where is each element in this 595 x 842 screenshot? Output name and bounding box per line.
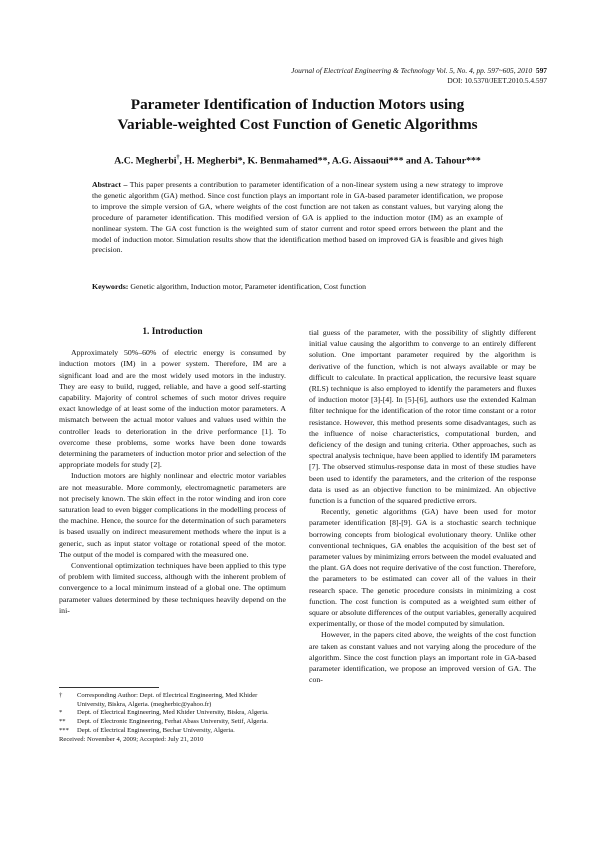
doi: DOI: 10.5370/JEET.2010.5.4.597	[447, 76, 547, 85]
section-heading: 1. Introduction	[142, 327, 203, 337]
journal-citation: Journal of Electrical Engineering & Technology Vol. 5, No. 4, pp. 597~605, 2010	[291, 66, 533, 75]
footnote	[59, 727, 286, 736]
paragraph: Approximately 50%–60% of electric energy is consumed by induction motors (IM) in a power system. Therefore, IM are a significant load and are the most widely used motors in the industry. They are easy to build, rugged, reliable, and have a good self-starting capability. Majority of control schemes of such motor drives require exact knowledge of at least some of the induction motor parameters. A mismatch between the actual motor values and values used within the controller leads to deterioration in the drive performance [1]. To overcome these problems, some works have been done towards determining the parameters of induction motor prior and selection of the appropriate models for study [2].	[59, 348, 286, 470]
page-number: 597	[535, 66, 547, 75]
title-line-1: Parameter Identification of Induction Motors using	[130, 96, 465, 113]
running-header	[291, 66, 547, 86]
paragraph: Conventional optimization techniques have been applied to this type of problem with limited success, although with the inherent problem of convergence to a local minimum instead of a global one. The optimum parameter values determined by these techniques heavily depend on the ini-	[59, 561, 286, 615]
abstract-text: This paper presents a contribution to parameter identification of a non-linear system using a new strategy to improve the genetic algorithm (GA) method. Since cost function plays an important role in GA-based parameter identification, we propose to improve the simple version of GA, where weights of the cost function are not taken as constant values, but varying along the procedure of parameter identification. This modified version of GA is applied to the induction motor (IM) as an example of nonlinear system. The GA cost function is the weighted sum of stator current and rotor speed errors between the plant and the model of induction motor. Simulation results show that the identification method based on improved GA is feasible and gives high precision.	[92, 180, 503, 255]
abstract	[92, 180, 503, 256]
footnote-text: Dept. of Electrical Engineering, Med Khider University, Biskra, Algeria.	[77, 709, 269, 717]
left-column	[59, 327, 286, 616]
footnote	[59, 692, 286, 709]
right-column	[309, 327, 536, 686]
corresponding-mark: †	[176, 155, 180, 161]
footnote-mark: *	[59, 709, 63, 717]
first-author: A.C. Megherbi	[114, 155, 177, 167]
footnote-text: Corresponding Author: Dept. of Electrical Engineering, Med Khider University, Biskra, Algeria. (megherbic@yahoo.fr)	[77, 692, 258, 708]
paragraph: However, in the papers cited above, the weights of the cost function are taken as constant values and not varying along the procedure of the algorithm. Since the cost function plays an important role in GA-based parameter identification, we propose an improved version of GA. The con-	[309, 630, 536, 685]
keywords-text: Genetic algorithm, Induction motor, Parameter identification, Cost function	[130, 282, 367, 291]
received-dates: Received: November 4, 2009; Accepted: July 21, 2010	[59, 735, 204, 743]
keywords	[92, 282, 503, 293]
title-line-2: Variable-weighted Cost Function of Genetic Algorithms	[117, 115, 478, 133]
footnote	[59, 709, 286, 718]
footnotes	[59, 692, 286, 744]
footnote-text: Dept. of Electronic Engineering, Ferhat Abass University, Setif, Algeria.	[77, 718, 268, 726]
footnote-mark: **	[59, 718, 66, 726]
footnote	[59, 718, 286, 727]
paragraph: Induction motors are highly nonlinear and electric motor variables are not measurable. More commonly, electromagnetic parameters are not precisely known. The skin effect in the rotor winding and iron core saturation lead to even bigger complications in the modelling process of the machine. Hence, the source for the determination of such parameters is based usually on indirect measurement methods where the input is a generic, such as input stator voltage or rotational speed of the motor. The output of the model is compared with the measured one.	[59, 471, 286, 559]
paragraph: tial guess of the parameter, with the possibility of slightly different initial value causing the algorithm to converge to an entirely different solution. One important parameter required by the algorithm is derivative of the function, which is not always available or may be difficult to calculate. In practical application, the recursive least square (RLS) technique is also employed to identify the parameters and fluxes of induction motor [3]-[4]. In [5]-[6], authors use the extended Kalman filter technique for the identification of the rotor time constant or a rotor resistance. However, this method presents some disadvantages, such as the influence of noise characteristics, computational burden, and deficiency of the design and tuning criteria. Other approaches, such as spectral analysis technique, have been applied to identify IM parameters [7]. The observed stimulus-response data in most of these studies have been used to identify the parameters, and the criterion of the response data is used as an objective function to be minimized. An objective function is a function of the squared predictive errors.	[309, 328, 536, 506]
footnote-text: Dept. of Electrical Engineering, Bechar University, Algeria.	[77, 726, 235, 734]
footnote-mark: †	[59, 692, 63, 699]
footnote-mark: ***	[59, 726, 69, 734]
keywords-label: Keywords:	[92, 282, 129, 291]
paragraph: Recently, genetic algorithms (GA) have been used for motor parameter identification [8]-[9]. GA is a stochastic search technique borrowing concepts from biological evolutionary theory. Unlike other conventional techniques, GA enables the acquisition of the best set of parameter values by minimizing errors between the model evaluated and the plant. GA does not require derivative of the cost function. Therefore, the parameters to be estimated can cover all of the values in their research space. The genetic procedure consists in minimizing a cost function. The cost function is computed as a weighted sum either of square or absolute differences of the output variables, generally acquired experimentally, or those of the model computed by simulation.	[309, 507, 536, 629]
other-authors: , H. Megherbi*, K. Benmahamed**, A.G. Aissaoui*** and A. Tahour***	[179, 155, 481, 167]
author-list	[40, 155, 555, 166]
footnote-divider	[59, 687, 159, 688]
abstract-label: Abstract –	[92, 180, 128, 189]
paper-title	[40, 95, 555, 134]
